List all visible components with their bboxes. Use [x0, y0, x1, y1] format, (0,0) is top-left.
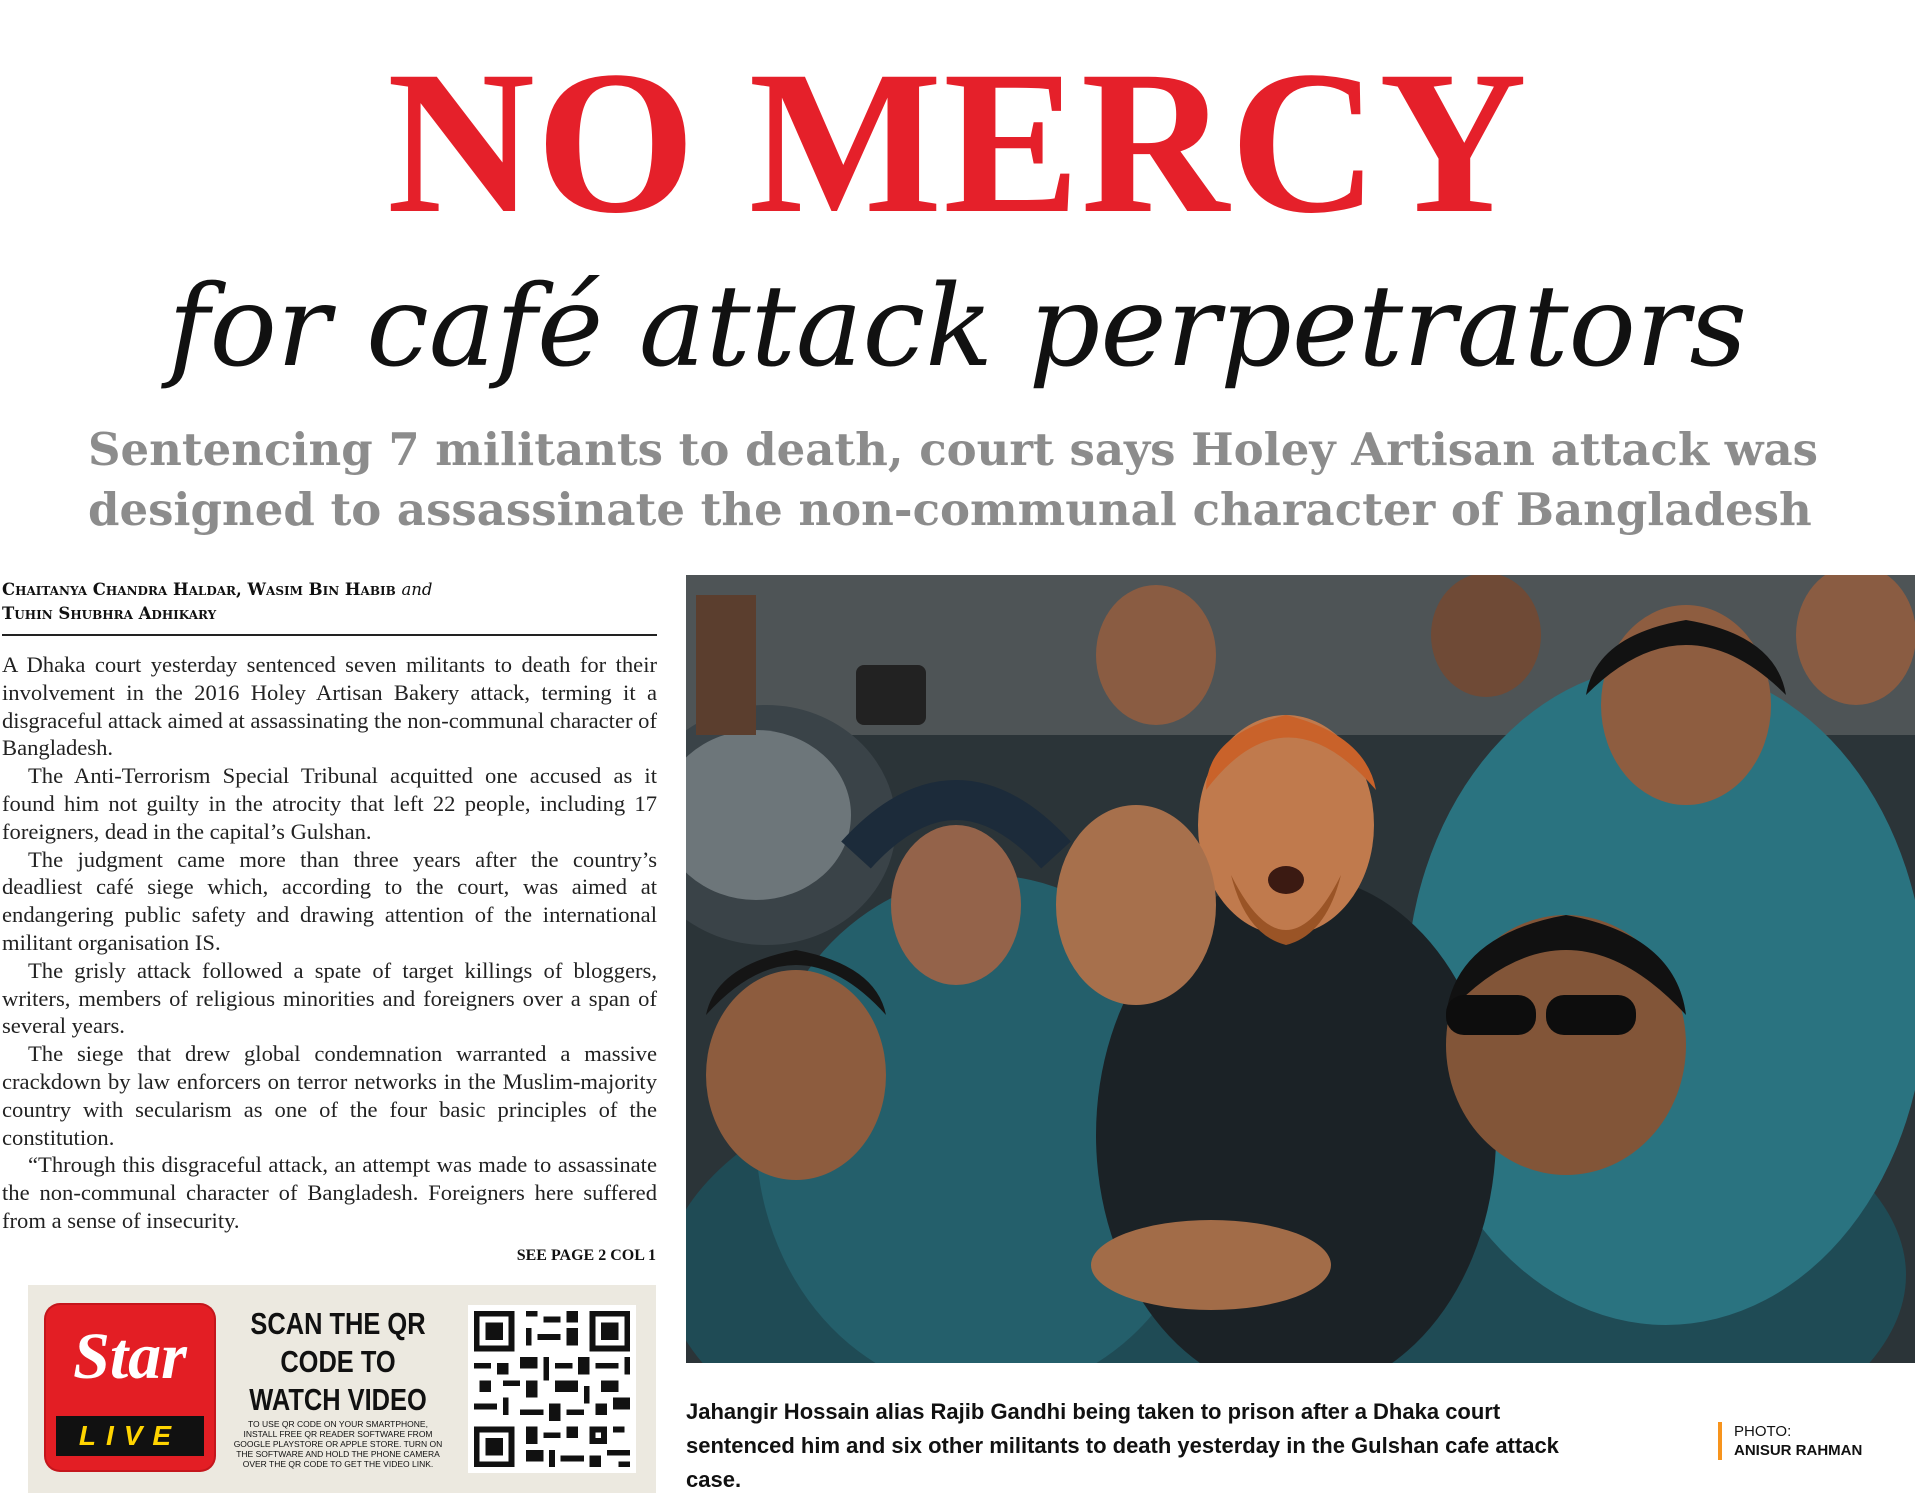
qr-code-icon[interactable]: [468, 1305, 636, 1473]
article-paragraph: The siege that drew global condemnation warranted a massive crackdown by law enforcers on terror networks in the Muslim-majority country with secularism as one of the four basic principles of the constitution.: [2, 1041, 657, 1150]
qr-promo-title: SCAN THE QR CODE TO WATCH VIDEO: [249, 1306, 427, 1417]
byline-and: and: [401, 580, 433, 599]
article-body: [2, 651, 657, 1235]
deck-line: Sentencing 7 militants to death, court says Holey Artisan attack was: [88, 423, 1818, 476]
headline: NO MERCY: [386, 29, 1529, 256]
logo-live: LIVE: [56, 1416, 204, 1456]
crowd-photo-illustration: [686, 575, 1915, 1363]
continued-link[interactable]: SEE PAGE 2 COL 1: [516, 1247, 656, 1264]
photo-credit-label: PHOTO:: [1734, 1423, 1792, 1440]
article-paragraph: “Through this disgraceful attack, an attempt was made to assassinate the non-communal character of Bangladesh. Foreigners here suffered from a sense of insecurity.: [2, 1152, 657, 1233]
deck: [88, 420, 1863, 540]
byline-authors: Tuhin Shubhra Adhikary: [2, 604, 217, 623]
photo-caption: Jahangir Hossain alias Rajib Gandhi being taken to prison after a Dhaka court sentenced him and six other militants to death yesterday in the Gulshan cafe attack case.: [686, 1399, 1559, 1492]
byline-authors: Chaitanya Chandra Haldar, Wasim Bin Habib: [2, 580, 396, 599]
deck-line: designed to assassinate the non-communal character of Bangladesh: [88, 483, 1812, 536]
logo-word: Star: [73, 1320, 187, 1393]
byline: [2, 578, 657, 636]
article-paragraph: The judgment came more than three years after the country’s deadliest café siege which, according to the court, was aimed at endangering public safety and drawing attention of the international militant organisation IS.: [2, 846, 657, 955]
photo-credit-name: ANISUR RAHMAN: [1734, 1442, 1863, 1459]
subheadline: for café attack perpetrators: [168, 262, 1747, 392]
article-paragraph: The Anti-Terrorism Special Tribunal acquitted one accused as it found him not guilty in the atrocity that left 22 people, including 17 foreigners, dead in the capital’s Gulshan.: [2, 763, 657, 844]
article-paragraph: The grisly attack followed a spate of target killings of bloggers, writers, members of religious minorities and foreigners over a span of several years.: [2, 957, 657, 1039]
star-live-logo: [46, 1305, 214, 1470]
photo-credit: [1718, 1422, 1862, 1460]
qr-promo-instructions: TO USE QR CODE ON YOUR SMARTPHONE, INSTALL FREE QR READER SOFTWARE FROM GOOGLE PLAYSTORE OR APPLE STORE. TURN ON THE SOFTWARE AND HOLD THE PHONE CAMERA OVER THE QR CODE TO GET THE VIDEO LINK.: [233, 1419, 443, 1469]
news-photo: [686, 575, 1915, 1363]
qr-promo-box: [28, 1285, 656, 1493]
article-paragraph: A Dhaka court yesterday sentenced seven militants to death for their involvement in the 2016 Holey Artisan Bakery attack, terming it a disgraceful attack aimed at assassinating the non-communal character of Bangladesh.: [2, 652, 657, 761]
